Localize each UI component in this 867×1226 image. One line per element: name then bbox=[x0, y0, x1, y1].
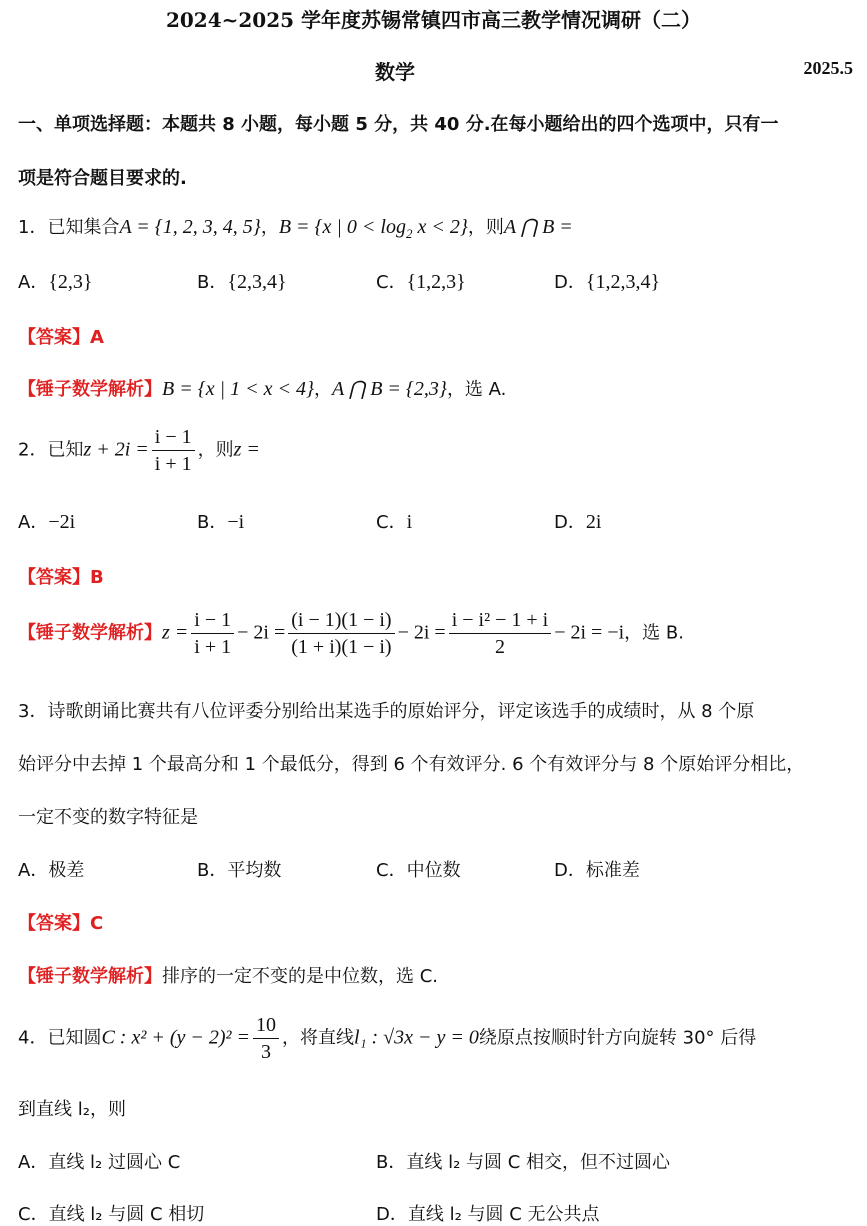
section-heading-line1: 一、单项选择题：本题共 8 小题，每小题 5 分，共 40 分.在每小题给出的四个选项中，只有一 bbox=[18, 114, 779, 135]
question-2-stem: 2．已知z + 2i = $\frac{i - 1}{i + 1}$ ，则z = bbox=[18, 426, 260, 475]
subject-title: 数学 bbox=[375, 60, 415, 84]
question-3-line3: 一定不变的数字特征是 bbox=[18, 807, 198, 828]
question-3-line2: 始评分中去掉 1 个最高分和 1 个最低分，得到 6 个有效评分. 6 个有效评分与 8 个原始评分相比， bbox=[18, 754, 805, 775]
q1-option-c: C．{1,2,3} bbox=[376, 271, 466, 293]
q3-option-b: B．平均数 bbox=[197, 860, 282, 881]
q2-fraction: $\frac{i - 1}{i + 1}$ bbox=[152, 424, 195, 477]
q2-analysis: 【锤子数学解析】z = $\frac{i - 1}{i + 1}$ − 2i = $\frac{(i - 1)(1 - i)}{(1 + i)(1 - i)}$ − 2i = $\frac{\text{i − i² − 1 + i}}{2}$ − 2i = −i，选 B. bbox=[18, 609, 684, 658]
q3-answer: 【答案】C bbox=[18, 913, 104, 934]
question-1-stem: 1．已知集合A = {1, 2, 3, 4, 5}，B = {x | $0 < \log_2 x < 2$}，则A ⋂ B = bbox=[18, 216, 573, 241]
q4-option-d: D．直线 l₂ 与圆 C 无公共点 bbox=[376, 1204, 600, 1225]
q1-option-b: B．{2,3,4} bbox=[197, 271, 287, 293]
q2-option-b: B．−i bbox=[197, 511, 245, 533]
q1-option-d: D．{1,2,3,4} bbox=[554, 271, 661, 293]
q2-option-d: D．2i bbox=[554, 511, 602, 533]
q2-option-c: C．i bbox=[376, 511, 413, 533]
q4-option-c: C．直线 l₂ 与圆 C 相切 bbox=[18, 1204, 205, 1225]
q3-option-c: C．中位数 bbox=[376, 860, 461, 881]
q2-option-a: A．−2i bbox=[18, 511, 76, 533]
question-4-stem: 4．已知圆C : x² + (y − 2)² = $\frac{10}{3}$ ，将直线l₁ : √3x − y = 0绕原点按顺时针方向旋转 30° 后得 bbox=[18, 1014, 757, 1063]
q4-option-a: A．直线 l₂ 过圆心 C bbox=[18, 1152, 181, 1173]
q1-answer: 【答案】A bbox=[18, 327, 104, 348]
q2-answer: 【答案】B bbox=[18, 567, 104, 588]
page-title: 2024~2025 学年度苏锡常镇四市高三教学情况调研（二） bbox=[165, 8, 702, 32]
q1-analysis: 【锤子数学解析】B = {x | 1 < x < 4}，A ⋂ B = {2,3}，选 A. bbox=[18, 378, 507, 400]
q3-option-d: D．标准差 bbox=[554, 860, 640, 881]
q3-analysis: 【锤子数学解析】排序的一定不变的是中位数，选 C. bbox=[18, 966, 439, 987]
section-heading-line2: 项是符合题目要求的. bbox=[18, 168, 187, 189]
q1-option-a: A．{2,3} bbox=[18, 271, 93, 293]
question-3-line1: 3．诗歌朗诵比赛共有八位评委分别给出某选手的原始评分，评定该选手的成绩时，从 8 个原 bbox=[18, 701, 755, 722]
q4-option-b: B．直线 l₂ 与圆 C 相交，但不过圆心 bbox=[376, 1152, 671, 1173]
q3-option-a: A．极差 bbox=[18, 860, 85, 881]
question-4-line2: 到直线 l₂，则 bbox=[18, 1099, 126, 1120]
exam-date: 2025.5 bbox=[803, 58, 853, 78]
